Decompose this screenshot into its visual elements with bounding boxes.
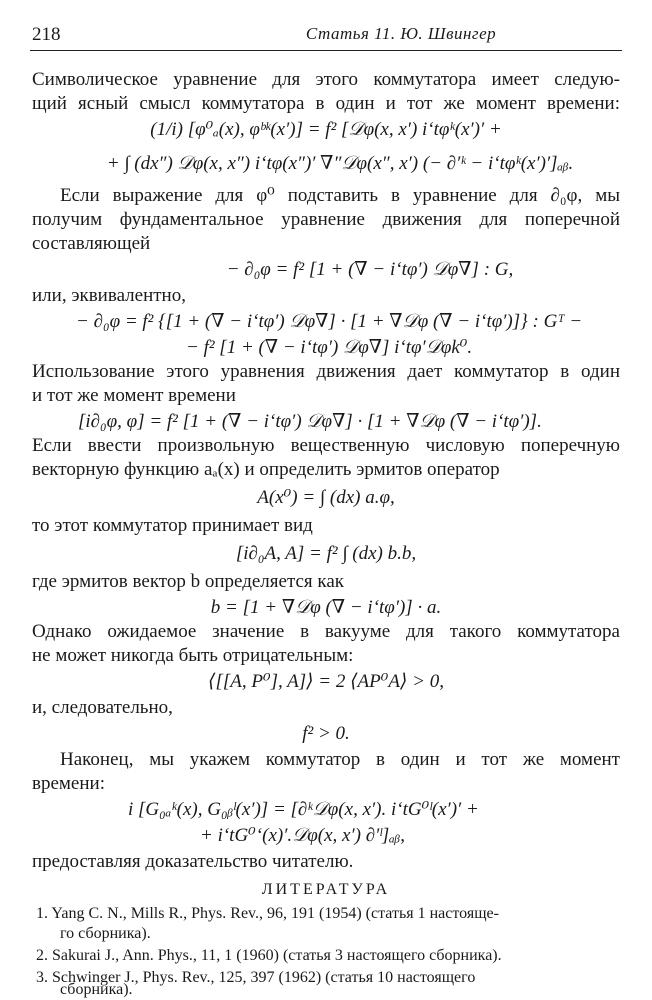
formula: [i∂₀φ, φ] = f² [1 + (∇ − i‘tφ′) 𝒟φ∇] · [1 + ∇𝒟φ (∇ − i‘tφ′)]. <box>78 411 542 432</box>
formula: (1/i) [φ⁰ₐ(x), φᵇᵏ(x′)] = f² [𝒟φ(x, x′) i‘tφᵏ(x′)′ + <box>150 119 502 140</box>
page-header <box>30 20 622 51</box>
reference-item: 3. Schwinger J., Phys. Rev., 125, 397 (1962) (статья 10 настоящего <box>36 969 476 986</box>
reference-item: го сборника). <box>60 925 151 942</box>
text-line: щий ясный смысл коммутатора в один и тот же момент времени: <box>32 93 620 114</box>
text-line: Наконец, мы укажем коммутатор в один и тот же момент <box>60 749 620 770</box>
formula: [i∂₀A, A] = f² ∫ (dx) b.b, <box>235 543 417 564</box>
text-line: или, эквивалентно, <box>32 285 186 306</box>
text-line: Символическое уравнение для этого коммутатора имеет следую- <box>32 69 620 90</box>
text-line: и тот же момент времени <box>32 385 236 406</box>
text-line: получим фундаментальное уравнение движения для поперечной <box>32 209 620 230</box>
reference-item: 1. Yang C. N., Mills R., Phys. Rev., 96, 191 (1954) (статья 1 настояще- <box>36 905 499 922</box>
reference-item: 2. Sakurai J., Ann. Phys., 11, 1 (1960) (статья 3 настоящего сборника). <box>36 947 502 964</box>
text-line: Использование этого уравнения движения дает коммутатор в один <box>32 361 620 382</box>
formula: − ∂₀φ = f² {[1 + (∇ − i‘tφ′) 𝒟φ∇] · [1 + ∇𝒟φ (∇ − i‘tφ′)]} : Gᵀ − <box>76 311 583 332</box>
formula: − ∂₀φ = f² [1 + (∇ − i‘tφ′) 𝒟φ∇] : G, <box>226 259 514 280</box>
formula: − f² [1 + (∇ − i‘tφ′) 𝒟φ∇] i‘tφ′𝒟φk⁰. <box>186 337 473 358</box>
formula: b = [1 + ∇𝒟φ (∇ − i‘tφ′)] · a. <box>210 597 442 618</box>
text-line: и, следовательно, <box>32 697 173 718</box>
text-line: Однако ожидаемое значение в вакууме для такого коммутатора <box>32 621 620 642</box>
text-line: не может никогда быть отрицательным: <box>32 645 354 666</box>
text-line: где эрмитов вектор b определяется как <box>32 571 345 592</box>
text-line: составляющей <box>32 233 151 254</box>
running-head: Статья 11. Ю. Швингер <box>305 24 497 43</box>
text-line: времени: <box>32 773 105 794</box>
formula: + i‘tG⁰‘(x)′.𝒟φ(x, x′) ∂′ˡ]ₐᵦ, <box>200 825 405 846</box>
formula: i [G₀ₐᵏ(x), G₀ᵦˡ(x′)] = [∂ᵏ𝒟φ(x, x′). i‘tG⁰ˡ(x′)′ + <box>128 799 479 820</box>
text-line: Если выражение для φ⁰ подставить в уравнение для ∂₀φ, мы <box>60 185 620 206</box>
page-number: 218 <box>32 24 61 45</box>
formula: ⟨[[A, P⁰], A]⟩ = 2 ⟨AP⁰A⟩ > 0, <box>208 671 444 692</box>
reference-item: сборника). <box>60 981 133 998</box>
text-line: предоставляя доказательство читателю. <box>32 851 354 872</box>
text-line: векторную функцию aₐ(x) и определить эрмитов оператор <box>32 459 500 480</box>
formula: f² > 0. <box>302 723 350 744</box>
formula: A(x⁰) = ∫ (dx) a.φ, <box>257 487 395 508</box>
text-line: Если ввести произвольную вещественную числовую поперечную <box>32 435 620 456</box>
formula: + ∫ (dx″) 𝒟φ(x, x″) i‘tφ(x″)′ ∇″𝒟φ(x″, x′) (− ∂′ᵏ − i‘tφᵏ(x′)′]ₐᵦ. <box>106 153 574 174</box>
text-line: то этот коммутатор принимает вид <box>32 515 313 536</box>
section-heading: ЛИТЕРАТУРА <box>261 881 391 898</box>
